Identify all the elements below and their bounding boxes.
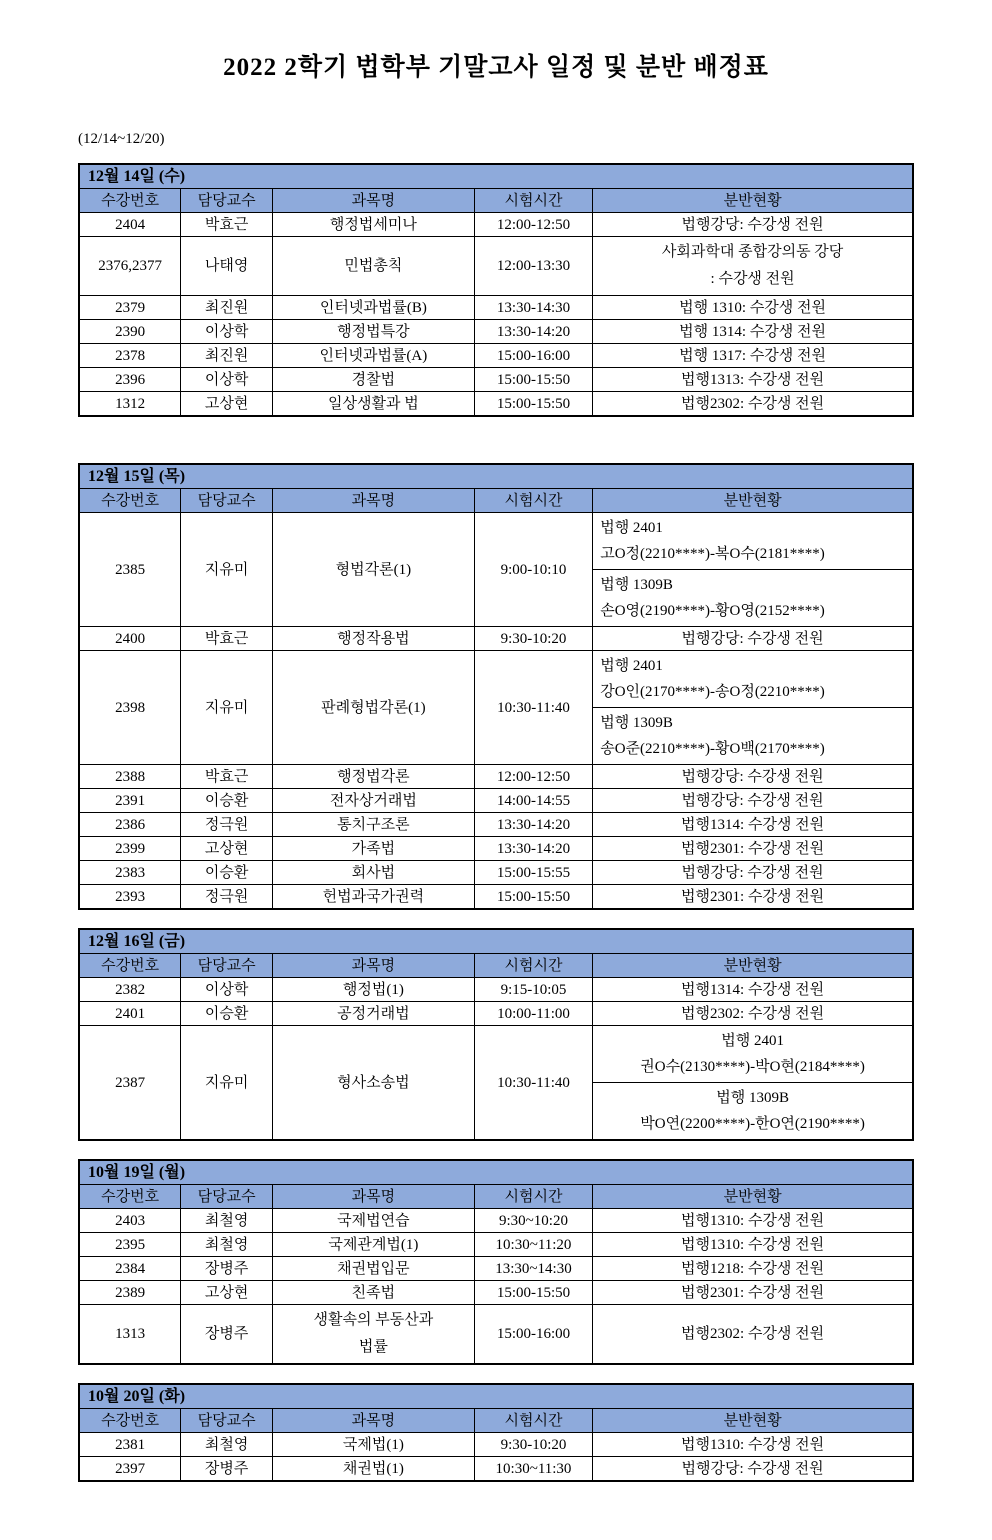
cell-exam-time: 14:00-14:55 [474,789,592,813]
cell-course-code: 2403 [79,1209,181,1233]
cell-professor: 박효근 [181,627,273,651]
cell-professor: 최철영 [181,1233,273,1257]
cell-exam-time: 9:00-10:10 [474,513,592,627]
column-header: 분반현황 [593,1409,913,1433]
cell-subject: 헌법과국가권력 [272,885,474,910]
cell-professor: 이승환 [181,789,273,813]
exam-day-table [78,1383,914,1482]
cell-subject: 가족법 [272,837,474,861]
column-header: 수강번호 [79,1409,181,1433]
cell-professor: 고상현 [181,1281,273,1305]
cell-room-assignment: 법행1314: 수강생 전원 [593,978,913,1002]
cell-subject: 행정법특강 [272,320,474,344]
cell-course-code: 2378 [79,344,181,368]
cell-subject: 채권법(1) [272,1457,474,1482]
cell-exam-time: 13:30-14:30 [474,296,592,320]
cell-subject: 행정작용법 [272,627,474,651]
cell-room-assignment: 법행2302: 수강생 전원 [593,1305,913,1365]
table-row [79,1209,913,1233]
table-row [79,885,913,910]
cell-course-code: 2390 [79,320,181,344]
cell-exam-time: 15:00-15:50 [474,392,592,417]
cell-room-assignment: 법행강당: 수강생 전원 [593,1457,913,1482]
cell-course-code: 2381 [79,1433,181,1457]
cell-subject: 친족법 [272,1281,474,1305]
cell-room-assignment: 법행강당: 수강생 전원 [593,861,913,885]
cell-room-assignment-sub [593,513,913,570]
text-line: 법행 1309B [716,1090,789,1106]
date-header-row [79,164,913,189]
column-header: 담당교수 [181,189,273,213]
text-line: 법률 [358,1339,388,1355]
column-header: 담당교수 [181,954,273,978]
cell-room-assignment-sub [593,570,913,627]
cell-subject: 판례형법각론(1) [272,651,474,765]
tables-container [78,163,914,1482]
column-header: 담당교수 [181,1185,273,1209]
table-row [79,978,913,1002]
cell-course-code: 2376,2377 [79,237,181,296]
cell-subject: 행정법각론 [272,765,474,789]
column-header: 수강번호 [79,189,181,213]
cell-room-assignment: 법행 1310: 수강생 전원 [593,296,913,320]
cell-room-assignment: 법행강당: 수강생 전원 [593,789,913,813]
cell-exam-time: 10:30~11:30 [474,1457,592,1482]
text-line: 박O연(2200****)-한O연(2190****) [640,1116,865,1132]
cell-room-assignment: 법행1310: 수강생 전원 [593,1233,913,1257]
text-line: 송O준(2210****)-황O백(2170****) [600,741,825,757]
cell-room-assignment: 법행1313: 수강생 전원 [593,368,913,392]
cell-exam-time: 12:00-12:50 [474,765,592,789]
cell-room-assignment: 법행1314: 수강생 전원 [593,813,913,837]
cell-room-assignment: 법행2301: 수강생 전원 [593,1281,913,1305]
cell-course-code: 2396 [79,368,181,392]
cell-exam-time: 10:30-11:40 [474,1026,592,1141]
cell-subject: 회사법 [272,861,474,885]
exam-day-table [78,463,914,910]
cell-exam-time: 9:30~10:20 [474,1209,592,1233]
cell-professor: 장병주 [181,1305,273,1365]
text-line: 법행 2401 [721,1033,784,1049]
column-header: 분반현황 [593,489,913,513]
cell-room-assignment-sub [593,1026,913,1083]
table-row [79,837,913,861]
exam-day-table [78,1159,914,1365]
text-line: 법행 2401 [600,520,663,536]
column-header-row [79,189,913,213]
table-row [79,813,913,837]
table-row [79,651,913,708]
cell-course-code: 2391 [79,789,181,813]
text-line: 권O수(2130****)-박O현(2184****) [640,1059,865,1075]
exam-day-table [78,163,914,417]
cell-room-assignment: 법행1218: 수강생 전원 [593,1257,913,1281]
column-header: 시험시간 [474,189,592,213]
date-header-row [79,464,913,489]
table-date-header: 12월 14일 (수) [79,164,913,189]
cell-course-code: 2395 [79,1233,181,1257]
date-header-row [79,1160,913,1185]
cell-professor: 정극원 [181,813,273,837]
cell-professor: 지유미 [181,651,273,765]
date-header-row [79,929,913,954]
cell-professor: 고상현 [181,837,273,861]
table-row [79,344,913,368]
cell-professor: 고상현 [181,392,273,417]
cell-room-assignment: 법행 1317: 수강생 전원 [593,344,913,368]
table-date-header: 12월 16일 (금) [79,929,913,954]
cell-subject: 인터넷과법률(B) [272,296,474,320]
cell-exam-time: 15:00-15:50 [474,368,592,392]
cell-room-assignment-sub [593,651,913,708]
text-line: 법행 1309B [600,577,673,593]
cell-subject [272,1305,474,1365]
table-row [79,861,913,885]
column-header: 과목명 [272,954,474,978]
cell-subject: 통치구조론 [272,813,474,837]
cell-professor: 최진원 [181,296,273,320]
cell-exam-time: 15:00-16:00 [474,344,592,368]
table-row [79,513,913,570]
table-date-header: 10월 19일 (월) [79,1160,913,1185]
cell-subject: 공정거래법 [272,1002,474,1026]
cell-exam-time: 13:30-14:20 [474,320,592,344]
cell-professor: 장병주 [181,1457,273,1482]
table-row [79,1433,913,1457]
cell-course-code: 2404 [79,213,181,237]
cell-exam-time: 9:30-10:20 [474,1433,592,1457]
cell-course-code: 2401 [79,1002,181,1026]
table-row [79,1002,913,1026]
table-row [79,368,913,392]
cell-exam-time: 9:15-10:05 [474,978,592,1002]
column-header: 과목명 [272,189,474,213]
cell-room-assignment [593,237,913,296]
text-line: 강O인(2170****)-송O정(2210****) [600,684,825,700]
cell-subject: 행정법(1) [272,978,474,1002]
cell-subject: 경찰법 [272,368,474,392]
table-row [79,213,913,237]
column-header: 수강번호 [79,489,181,513]
column-header-row [79,1185,913,1209]
table-row [79,1257,913,1281]
column-header: 담당교수 [181,489,273,513]
table-row [79,392,913,417]
cell-exam-time: 13:30-14:20 [474,813,592,837]
cell-subject: 채권법입문 [272,1257,474,1281]
cell-professor: 최진원 [181,344,273,368]
cell-room-assignment: 법행1310: 수강생 전원 [593,1433,913,1457]
column-header: 시험시간 [474,954,592,978]
cell-subject: 전자상거래법 [272,789,474,813]
cell-subject: 형사소송법 [272,1026,474,1141]
cell-exam-time: 12:00-13:30 [474,237,592,296]
cell-professor: 최철영 [181,1209,273,1233]
date-header-row [79,1384,913,1409]
table-row [79,296,913,320]
text-line: 법행 1309B [600,715,673,731]
cell-professor: 이승환 [181,861,273,885]
column-header: 과목명 [272,489,474,513]
cell-room-assignment: 법행강당: 수강생 전원 [593,765,913,789]
table-row [79,1281,913,1305]
cell-room-assignment: 법행1310: 수강생 전원 [593,1209,913,1233]
column-header: 담당교수 [181,1409,273,1433]
cell-professor: 지유미 [181,513,273,627]
cell-room-assignment: 법행2302: 수강생 전원 [593,1002,913,1026]
cell-subject: 국제법(1) [272,1433,474,1457]
table-row [79,1026,913,1083]
cell-professor: 장병주 [181,1257,273,1281]
cell-professor: 최철영 [181,1433,273,1457]
cell-course-code: 2385 [79,513,181,627]
exam-day-table [78,928,914,1141]
cell-exam-time: 10:30-11:40 [474,651,592,765]
cell-course-code: 2389 [79,1281,181,1305]
table-row [79,1233,913,1257]
cell-course-code: 2382 [79,978,181,1002]
cell-room-assignment: 법행2301: 수강생 전원 [593,885,913,910]
cell-professor: 이상학 [181,368,273,392]
cell-course-code: 2393 [79,885,181,910]
column-header: 과목명 [272,1185,474,1209]
cell-professor: 지유미 [181,1026,273,1141]
cell-professor: 정극원 [181,885,273,910]
text-line: 고O정(2210****)-복O수(2181****) [600,546,825,562]
cell-exam-time: 12:00-12:50 [474,213,592,237]
cell-course-code: 2386 [79,813,181,837]
table-row [79,237,913,296]
cell-course-code: 2387 [79,1026,181,1141]
cell-exam-time: 15:00-16:00 [474,1305,592,1365]
table-row [79,627,913,651]
cell-exam-time: 9:30-10:20 [474,627,592,651]
cell-room-assignment: 법행강당: 수강생 전원 [593,627,913,651]
cell-room-assignment: 법행 1314: 수강생 전원 [593,320,913,344]
cell-subject: 형법각론(1) [272,513,474,627]
column-header-row [79,489,913,513]
cell-course-code: 2383 [79,861,181,885]
text-line: 사회과학대 종합강의동 강당 [661,244,844,260]
cell-exam-time: 10:30~11:20 [474,1233,592,1257]
table-row [79,1457,913,1482]
table-row [79,789,913,813]
date-range-label: (12/14~12/20) [78,131,165,147]
cell-subject: 인터넷과법률(A) [272,344,474,368]
column-header: 과목명 [272,1409,474,1433]
cell-room-assignment: 법행2302: 수강생 전원 [593,392,913,417]
text-line: 손O영(2190****)-황O영(2152****) [600,603,825,619]
cell-course-code: 2388 [79,765,181,789]
cell-course-code: 2400 [79,627,181,651]
cell-course-code: 2384 [79,1257,181,1281]
text-line: 법행 2401 [600,658,663,674]
cell-professor: 이승환 [181,1002,273,1026]
cell-room-assignment-sub [593,1083,913,1141]
cell-course-code: 1312 [79,392,181,417]
cell-course-code: 2399 [79,837,181,861]
cell-professor: 박효근 [181,213,273,237]
cell-room-assignment-sub [593,708,913,765]
column-header: 시험시간 [474,1185,592,1209]
cell-course-code: 1313 [79,1305,181,1365]
column-header: 시험시간 [474,489,592,513]
cell-exam-time: 15:00-15:55 [474,861,592,885]
cell-professor: 이상학 [181,978,273,1002]
column-header: 시험시간 [474,1409,592,1433]
cell-course-code: 2397 [79,1457,181,1482]
column-header: 분반현황 [593,1185,913,1209]
cell-exam-time: 13:30~14:30 [474,1257,592,1281]
cell-course-code: 2379 [79,296,181,320]
cell-subject: 국제법연습 [272,1209,474,1233]
column-header-row [79,954,913,978]
table-date-header: 12월 15일 (목) [79,464,913,489]
cell-course-code: 2398 [79,651,181,765]
cell-room-assignment: 법행강당: 수강생 전원 [593,213,913,237]
table-row [79,320,913,344]
cell-exam-time: 13:30-14:20 [474,837,592,861]
page-title: 2022 2학기 법학부 기말고사 일정 및 분반 배정표 [223,54,769,81]
cell-professor: 박효근 [181,765,273,789]
cell-exam-time: 10:00-11:00 [474,1002,592,1026]
cell-subject: 민법총칙 [272,237,474,296]
cell-room-assignment: 법행2301: 수강생 전원 [593,837,913,861]
cell-exam-time: 15:00-15:50 [474,885,592,910]
cell-subject: 일상생활과 법 [272,392,474,417]
table-row [79,765,913,789]
column-header: 수강번호 [79,1185,181,1209]
cell-subject: 행정법세미나 [272,213,474,237]
text-line: : 수강생 전원 [710,271,795,287]
cell-subject: 국제관계법(1) [272,1233,474,1257]
cell-exam-time: 15:00-15:50 [474,1281,592,1305]
text-line: 생활속의 부동산과 [313,1312,434,1328]
table-row [79,1305,913,1365]
column-header: 분반현황 [593,954,913,978]
cell-professor: 나태영 [181,237,273,296]
column-header: 수강번호 [79,954,181,978]
table-date-header: 10월 20일 (화) [79,1384,913,1409]
column-header-row [79,1409,913,1433]
cell-professor: 이상학 [181,320,273,344]
column-header: 분반현황 [593,189,913,213]
